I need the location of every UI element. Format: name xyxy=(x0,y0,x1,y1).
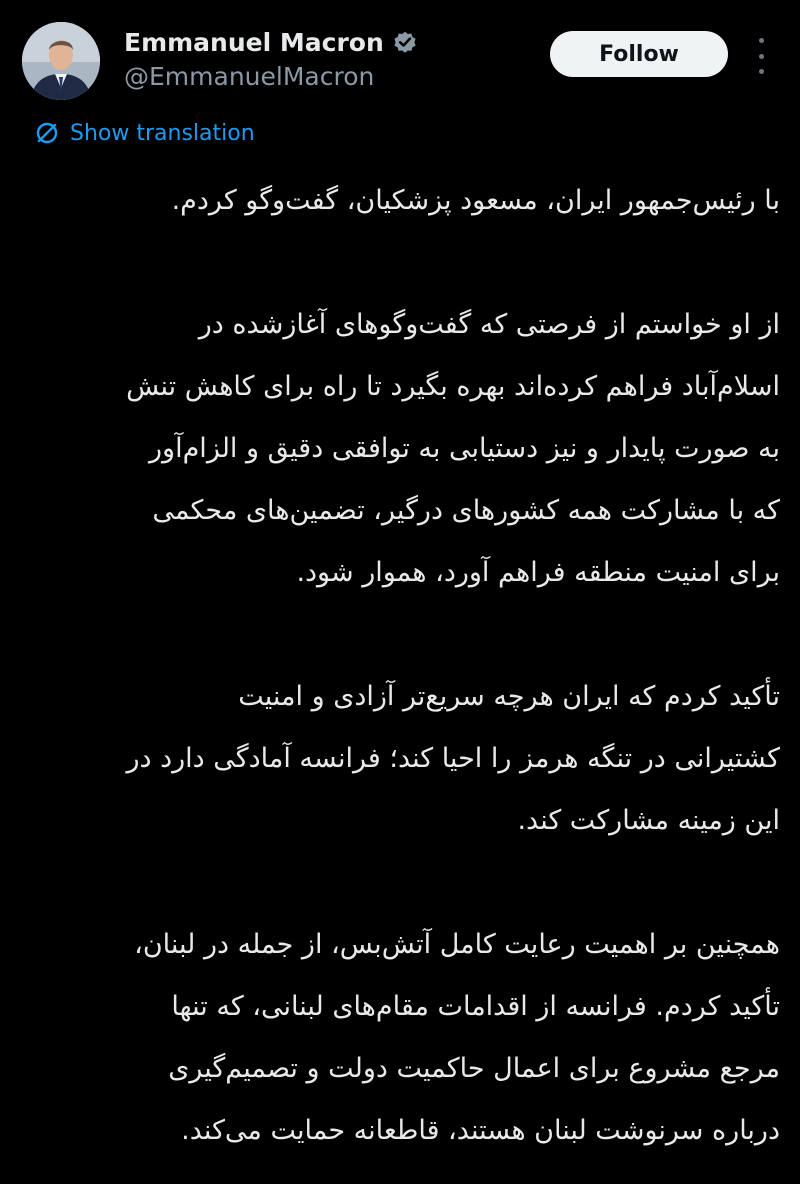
tweet-line: که با مشارکت همه کشورهای درگیر، تضمین‌های محکمی xyxy=(152,495,780,526)
tweet-line: همچنین بر اهمیت رعایت کامل آتش‌بس، از جمله در لبنان، xyxy=(134,929,780,960)
tweet-line: تأکید کردم که ایران هرچه سریع‌تر آزادی و امنیت xyxy=(238,681,780,712)
tweet-line: اسلام‌آباد فراهم کرده‌اند بهره بگیرد تا راه برای کاهش تنش xyxy=(126,371,780,402)
verified-badge-icon xyxy=(392,29,418,55)
tweet-header xyxy=(0,0,800,120)
tweet-line: تأکید کردم. فرانسه از اقدامات مقام‌های لبنانی، که تنها xyxy=(171,991,780,1022)
tweet-line: با رئیس‌جمهور ایران، مسعود پزشکیان، گفت‌وگو کردم. xyxy=(171,185,780,216)
tweet-line: برای امنیت منطقه فراهم آورد، هموار شود. xyxy=(296,557,780,588)
avatar[interactable] xyxy=(22,22,100,100)
show-translation-label[interactable]: Show translation xyxy=(70,120,255,146)
tweet-line: به صورت پایدار و نیز دستیابی به توافقی دقیق و الزام‌آور xyxy=(149,433,780,464)
tweet-line: این زمینه مشارکت کند. xyxy=(517,805,780,836)
translate-icon xyxy=(32,118,62,148)
handle[interactable]: @EmmanuelMacron xyxy=(124,62,375,91)
tweet-text xyxy=(20,170,780,1162)
follow-button[interactable]: Follow xyxy=(550,31,728,77)
tweet-line: از او خواستم از فرصتی که گفت‌وگوهای آغازشده در xyxy=(198,309,780,340)
tweet-line: مرجع مشروع برای اعمال حاکمیت دولت و تصمیم‌گیری xyxy=(168,1053,780,1084)
display-name[interactable]: Emmanuel Macron xyxy=(124,27,384,57)
more-options-icon[interactable] xyxy=(752,38,770,74)
tweet-line: کشتیرانی در تنگه هرمز را احیا کند؛ فرانسه آمادگی دارد در xyxy=(126,743,780,774)
show-translation-link[interactable] xyxy=(32,118,255,148)
tweet-line: درباره سرنوشت لبنان هستند، قاطعانه حمایت می‌کند. xyxy=(181,1115,780,1146)
